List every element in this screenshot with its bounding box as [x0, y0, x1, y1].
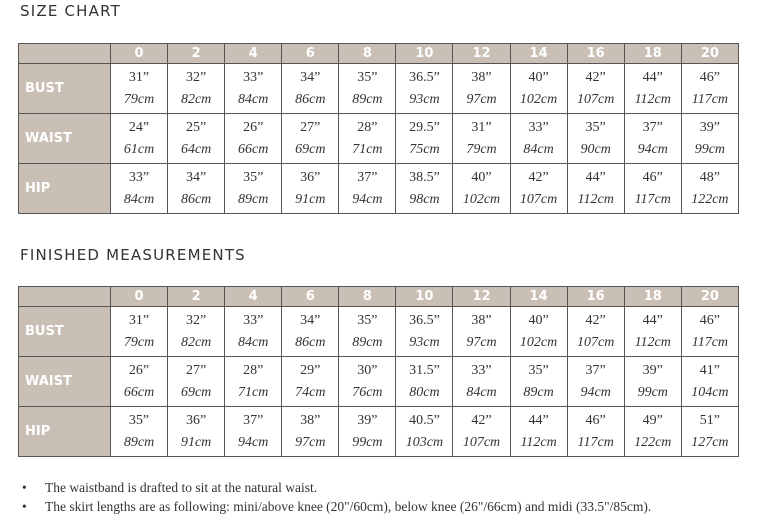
cm-value: 94cm: [352, 191, 383, 207]
inch-value: 39”: [642, 362, 663, 378]
cm-value: 91cm: [295, 191, 326, 207]
measurement-cell: [624, 357, 681, 407]
size-header: 0: [111, 44, 168, 64]
measurement-cell: [681, 407, 738, 457]
cm-value: 79cm: [123, 334, 155, 350]
inch-value: 32”: [186, 69, 207, 85]
cm-value: 61cm: [123, 141, 155, 157]
inch-value: 46”: [585, 412, 606, 428]
row-waist: [19, 357, 739, 407]
cm-value: 79cm: [123, 91, 155, 107]
cm-value: 112cm: [634, 91, 671, 107]
inch-value: 26”: [128, 362, 150, 378]
cm-value: 107cm: [462, 434, 501, 450]
inch-value: 35”: [528, 362, 549, 378]
cm-value: 112cm: [520, 434, 557, 450]
cm-value: 80cm: [409, 384, 440, 400]
inch-value: 39”: [357, 412, 378, 428]
cm-value: 86cm: [295, 91, 326, 107]
cm-value: 98cm: [409, 191, 440, 207]
size-header: 16: [567, 287, 624, 307]
inch-value: 31”: [128, 69, 150, 85]
cm-value: 89cm: [352, 334, 383, 350]
cm-value: 117cm: [691, 91, 729, 107]
measurement-cell: [168, 64, 225, 114]
cm-value: 74cm: [295, 384, 326, 400]
measurement-cell: [282, 64, 339, 114]
inch-value: 29.5”: [409, 119, 440, 135]
inch-value: 28”: [243, 362, 264, 378]
measurement-cell: [453, 307, 510, 357]
measurement-cell: [624, 114, 681, 164]
size-header: 2: [168, 44, 225, 64]
inch-value: 32”: [186, 312, 207, 328]
inch-value: 33”: [528, 119, 549, 135]
size-chart-title: SIZE CHART: [20, 2, 121, 20]
size-header: 20: [681, 44, 738, 64]
cm-value: 84cm: [466, 384, 497, 400]
cm-value: 117cm: [577, 434, 614, 450]
row-waist: [19, 114, 739, 164]
cm-value: 93cm: [409, 91, 440, 107]
inch-value: 38”: [300, 412, 321, 428]
measurement-cell: [282, 307, 339, 357]
measurement-cell: [396, 64, 453, 114]
cm-value: 86cm: [180, 191, 212, 207]
inch-value: 36.5”: [409, 69, 440, 85]
cm-value: 127cm: [691, 434, 729, 450]
note-skirt-lengths: • The skirt lengths are as following: mini/above knee (20"/60cm), below knee (26"/66cm) and midi (33.5"/85cm).: [20, 497, 651, 516]
measurement-cell: [567, 164, 624, 214]
inch-value: 33”: [128, 169, 150, 185]
inch-value: 44”: [528, 412, 549, 428]
corner-cell: [19, 287, 111, 307]
inch-value: 31”: [128, 312, 150, 328]
cm-value: 94cm: [238, 434, 269, 450]
row-bust: [19, 307, 739, 357]
measurement-cell: [396, 357, 453, 407]
measurement-cell: [453, 64, 510, 114]
cm-value: 94cm: [637, 141, 668, 157]
size-chart-table: [18, 43, 739, 214]
cm-value: 94cm: [580, 384, 611, 400]
cm-value: 82cm: [180, 91, 212, 107]
measurement-cell: [681, 357, 738, 407]
measurement-cell: [624, 307, 681, 357]
inch-value: 35”: [585, 119, 606, 135]
measurement-cell: [111, 357, 168, 407]
inch-value: 46”: [699, 69, 720, 85]
size-header: 4: [225, 44, 282, 64]
measurement-cell: [453, 357, 510, 407]
cm-value: 112cm: [577, 191, 614, 207]
measurement-cell: [396, 407, 453, 457]
measurement-cell: [339, 64, 396, 114]
inch-value: 31.5”: [409, 362, 440, 378]
size-header: 20: [681, 287, 738, 307]
inch-value: 42”: [585, 312, 606, 328]
cm-value: 107cm: [577, 91, 615, 107]
inch-value: 46”: [642, 169, 663, 185]
measurement-cell: [510, 357, 567, 407]
inch-value: 26”: [243, 119, 264, 135]
measurement-cell: [624, 407, 681, 457]
cm-value: 97cm: [466, 334, 497, 350]
measurement-cell: [453, 407, 510, 457]
measurement-cell: [339, 357, 396, 407]
measurement-cell: [111, 407, 168, 457]
measurement-cell: [681, 114, 738, 164]
cm-value: 99cm: [352, 434, 383, 450]
inch-value: 33”: [471, 362, 492, 378]
inch-value: 44”: [642, 69, 663, 85]
inch-value: 42”: [528, 169, 549, 185]
measurement-cell: [225, 64, 282, 114]
notes-list: [20, 478, 651, 516]
inch-value: 40”: [528, 69, 549, 85]
finished-measurements-title: FINISHED MEASUREMENTS: [20, 246, 246, 264]
inch-value: 27”: [300, 119, 321, 135]
size-header: 10: [396, 44, 453, 64]
cm-value: 117cm: [691, 334, 729, 350]
cm-value: 89cm: [352, 91, 383, 107]
measurement-cell: [681, 64, 738, 114]
size-header: 14: [510, 44, 567, 64]
cm-value: 93cm: [409, 334, 440, 350]
cm-value: 69cm: [180, 384, 212, 400]
cm-value: 79cm: [466, 141, 497, 157]
inch-value: 34”: [300, 312, 321, 328]
inch-value: 42”: [585, 69, 606, 85]
inch-value: 35”: [357, 312, 378, 328]
cm-value: 122cm: [691, 191, 729, 207]
size-header: 10: [396, 287, 453, 307]
measurement-cell: [111, 164, 168, 214]
measurement-cell: [624, 164, 681, 214]
row-label-bust: BUST: [19, 64, 111, 114]
inch-value: 29”: [300, 362, 321, 378]
inch-value: 48”: [699, 169, 720, 185]
measurement-cell: [111, 307, 168, 357]
measurement-cell: [396, 114, 453, 164]
inch-value: 37”: [642, 119, 663, 135]
inch-value: 38”: [471, 312, 492, 328]
cm-value: 107cm: [577, 334, 615, 350]
inch-value: 40”: [471, 169, 492, 185]
cm-value: 102cm: [519, 91, 558, 107]
cm-value: 117cm: [634, 191, 671, 207]
inch-value: 36”: [300, 169, 321, 185]
inch-value: 24”: [128, 119, 150, 135]
measurement-cell: [225, 114, 282, 164]
measurement-cell: [510, 64, 567, 114]
inch-value: 33”: [243, 69, 264, 85]
size-header: 4: [225, 287, 282, 307]
measurement-cell: [282, 114, 339, 164]
measurement-cell: [282, 407, 339, 457]
measurement-cell: [567, 307, 624, 357]
inch-value: 37”: [585, 362, 606, 378]
measurement-cell: [681, 307, 738, 357]
measurement-cell: [225, 407, 282, 457]
row-label-waist: WAIST: [19, 357, 111, 407]
cm-value: 90cm: [580, 141, 611, 157]
inch-value: 42”: [471, 412, 492, 428]
measurement-cell: [624, 64, 681, 114]
cm-value: 69cm: [295, 141, 326, 157]
size-header: 12: [453, 287, 510, 307]
measurement-cell: [282, 164, 339, 214]
size-header: 8: [339, 287, 396, 307]
measurement-cell: [282, 357, 339, 407]
measurement-cell: [168, 114, 225, 164]
row-label-hip: HIP: [19, 407, 111, 457]
cm-value: 75cm: [409, 141, 440, 157]
corner-cell: [19, 44, 111, 64]
measurement-cell: [681, 164, 738, 214]
cm-value: 103cm: [405, 434, 444, 450]
inch-value: 35”: [243, 169, 264, 185]
size-header: 8: [339, 44, 396, 64]
measurement-cell: [396, 164, 453, 214]
row-bust: [19, 64, 739, 114]
cm-value: 84cm: [523, 141, 554, 157]
inch-value: 46”: [699, 312, 720, 328]
inch-value: 49”: [642, 412, 663, 428]
cm-value: 89cm: [123, 434, 155, 450]
size-header: 6: [282, 44, 339, 64]
inch-value: 25”: [186, 119, 207, 135]
inch-value: 31”: [471, 119, 492, 135]
measurement-cell: [339, 407, 396, 457]
cm-value: 71cm: [238, 384, 269, 400]
size-header: 0: [111, 287, 168, 307]
cm-value: 86cm: [295, 334, 326, 350]
row-hip: [19, 407, 739, 457]
cm-value: 84cm: [238, 334, 269, 350]
measurement-cell: [510, 164, 567, 214]
size-header: 6: [282, 287, 339, 307]
inch-value: 34”: [186, 169, 207, 185]
inch-value: 28”: [357, 119, 378, 135]
measurement-cell: [510, 407, 567, 457]
cm-value: 89cm: [523, 384, 554, 400]
cm-value: 89cm: [238, 191, 269, 207]
inch-value: 35”: [128, 412, 150, 428]
measurement-cell: [396, 307, 453, 357]
inch-value: 40”: [528, 312, 549, 328]
cm-value: 91cm: [180, 434, 212, 450]
inch-value: 39”: [699, 119, 720, 135]
cm-value: 97cm: [295, 434, 326, 450]
cm-value: 84cm: [123, 191, 155, 207]
cm-value: 102cm: [462, 191, 501, 207]
cm-value: 97cm: [466, 91, 497, 107]
cm-value: 112cm: [634, 334, 671, 350]
inch-value: 38”: [471, 69, 492, 85]
inch-value: 44”: [642, 312, 663, 328]
note-waistband: • The waistband is drafted to sit at the natural waist.: [20, 478, 651, 497]
inch-value: 38.5”: [409, 169, 440, 185]
size-header: 18: [624, 44, 681, 64]
inch-value: 34”: [300, 69, 321, 85]
measurement-cell: [111, 64, 168, 114]
measurement-cell: [567, 64, 624, 114]
size-header: 12: [453, 44, 510, 64]
measurement-cell: [510, 307, 567, 357]
row-label-hip: HIP: [19, 164, 111, 214]
measurement-cell: [339, 164, 396, 214]
inch-value: 40.5”: [409, 412, 440, 428]
measurement-cell: [567, 357, 624, 407]
cm-value: 104cm: [691, 384, 729, 400]
inch-value: 36.5”: [409, 312, 440, 328]
measurement-cell: [567, 407, 624, 457]
cm-value: 107cm: [519, 191, 558, 207]
measurement-cell: [225, 164, 282, 214]
cm-value: 99cm: [637, 384, 668, 400]
inch-value: 33”: [243, 312, 264, 328]
measurement-cell: [339, 114, 396, 164]
size-header: 2: [168, 287, 225, 307]
inch-value: 41”: [699, 362, 720, 378]
cm-value: 122cm: [634, 434, 672, 450]
measurement-cell: [567, 114, 624, 164]
measurement-cell: [453, 164, 510, 214]
size-header: 16: [567, 44, 624, 64]
cm-value: 66cm: [238, 141, 269, 157]
size-header: 18: [624, 287, 681, 307]
inch-value: 37”: [243, 412, 264, 428]
cm-value: 76cm: [352, 384, 383, 400]
measurement-cell: [168, 407, 225, 457]
measurement-cell: [453, 114, 510, 164]
cm-value: 99cm: [694, 141, 726, 157]
inch-value: 44”: [585, 169, 606, 185]
row-label-bust: BUST: [19, 307, 111, 357]
measurement-cell: [225, 307, 282, 357]
measurement-cell: [111, 114, 168, 164]
inch-value: 36”: [186, 412, 207, 428]
inch-value: 30”: [357, 362, 378, 378]
size-header: 14: [510, 287, 567, 307]
inch-value: 37”: [357, 169, 378, 185]
finished-measurements-table: [18, 286, 739, 457]
cm-value: 64cm: [180, 141, 212, 157]
cm-value: 71cm: [352, 141, 383, 157]
inch-value: 27”: [186, 362, 207, 378]
measurement-cell: [168, 164, 225, 214]
measurement-cell: [510, 114, 567, 164]
measurement-cell: [339, 307, 396, 357]
measurement-cell: [168, 357, 225, 407]
measurement-cell: [168, 307, 225, 357]
measurement-cell: [225, 357, 282, 407]
inch-value: 51”: [699, 412, 720, 428]
row-label-waist: WAIST: [19, 114, 111, 164]
cm-value: 82cm: [180, 334, 212, 350]
inch-value: 35”: [357, 69, 378, 85]
row-hip: [19, 164, 739, 214]
cm-value: 84cm: [238, 91, 269, 107]
cm-value: 66cm: [123, 384, 155, 400]
cm-value: 102cm: [519, 334, 558, 350]
